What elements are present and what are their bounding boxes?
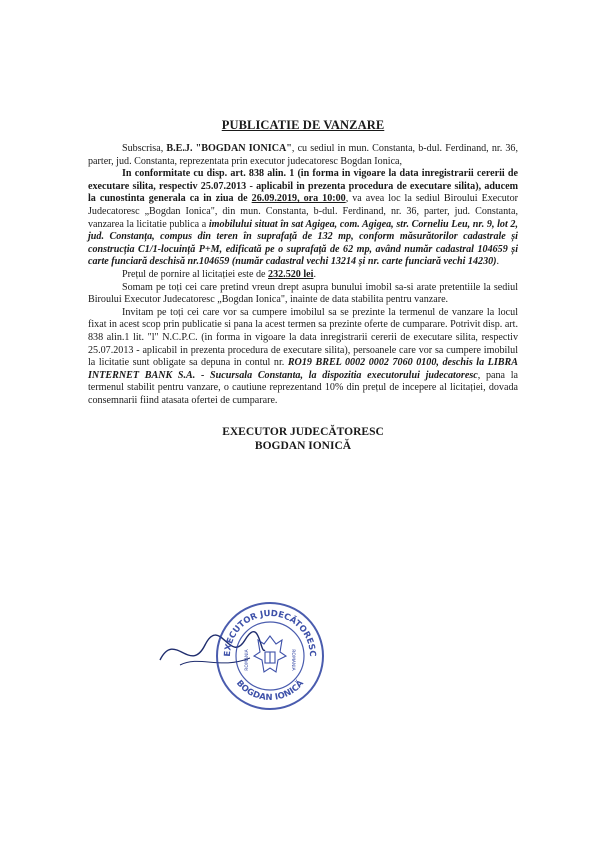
period: . bbox=[496, 256, 500, 268]
paragraph-starting-price bbox=[88, 269, 518, 282]
signature-title: EXECUTOR JUDECĂTORESC bbox=[222, 426, 384, 439]
legal-basis-text: In conformitate cu disp. art. 838 alin. 1 (in forma in vigoare la data inregistrarii cererii de executare silita, respectiv 25.07.2013 - aplicabil in prezenta procedura de executare silita), aducem la cunostinta generala ca in ziua de bbox=[88, 168, 518, 205]
signature-block bbox=[88, 425, 518, 453]
stamp-bottom-text: BOGDAN IONICĂ bbox=[233, 678, 307, 704]
bidders-text: Invitam pe toți cei care vor sa cumpere imobilul sa se prezinte la termenul de vanzare la locul fixat in acest scop prin publicatie si pana la acest termen sa prezinte oferte de cumparare. Potrivit disp. art. 838 alin.1 lit. "l" N.C.P.C. (in forma in vigoare la data inregistrarii cererii de executare silita, respectiv 25.07.2013 - aplicabil in prezenta procedura de executare silita), persoanele care vor sa cumpere imobilul la licitatie sunt obligate sa depuna in contul nr. bbox=[88, 306, 518, 369]
document-page bbox=[88, 118, 518, 453]
starting-price-label: Prețul de pornire al licitației este de bbox=[122, 268, 269, 280]
auction-location-text: , va avea loc la sediul Biroului Executor Judecatoresc „Bogdan Ionica", din mun. Constanta, b-dul. Ferdinand, nr. 36, parter, jud. Constanta, vanzarea la licitatie publica a bbox=[88, 193, 519, 230]
starting-price-value: 232.520 lei bbox=[268, 268, 314, 280]
signature-name: BOGDAN IONICĂ bbox=[254, 440, 352, 453]
stamp-left-text: ROMANIA bbox=[245, 649, 250, 671]
intro-text: Subscrisa, bbox=[122, 143, 167, 154]
official-stamp bbox=[214, 600, 326, 712]
paragraph-claims bbox=[88, 282, 518, 307]
coat-of-arms-icon bbox=[254, 636, 286, 672]
claims-text: Somam pe toți cei care pretind vreun drept asupra bunului imobil sa-si arate pretentiile la sediul Biroului Executor Judecatoresc „Bogdan Ionica", inainte de data stabilita pentru vanzare. bbox=[88, 281, 518, 306]
document-title: PUBLICATIE DE VANZARE bbox=[221, 118, 385, 132]
stamp-right-text: ROMANIA bbox=[290, 649, 295, 671]
bailiff-office-name: B.E.J. "BOGDAN IONICA" bbox=[166, 143, 292, 154]
intro-text-cont: , cu sediul in mun. Constanta, b-dul. Ferdinand, nr. 36, parter, jud. Constanta, reprezentata prin executor judecatoresc Bogdan Ionica, bbox=[88, 143, 519, 167]
stamp-top-text: EXECUTOR JUDECĂTORESC bbox=[222, 608, 318, 657]
auction-date: 26.09.2019, ora 10:00 bbox=[251, 193, 346, 205]
property-description: imobilului situat în sat Agigea, com. Agigea, str. Corneliu Leu, nr. 9, lot 2, jud. Constanța, compus din teren în suprafață de 132 mp, conform măsurătorilor cadastrale și construcția C1/1-locuință P+M, edificată pe o suprafață de 62 mp, având număr cadastral 104659 și carte funciară deschisă nr.104659 (număr cadastral vechi 13214 și nr. carte funciară vechi 14230) bbox=[88, 218, 519, 268]
paragraph-sale-notice bbox=[88, 168, 518, 269]
period: . bbox=[313, 268, 316, 280]
bidders-text-cont: , pana la termenul stabilit pentru vanzare, o cautiune reprezentand 10% din prețul de incepere al licitației, dovada consemnarii fiind atasata ofertei de cumparare. bbox=[88, 369, 518, 406]
paragraph-intro bbox=[88, 143, 518, 168]
bank-account: RO19 BREL 0002 0002 7060 0100, deschis la LIBRA INTERNET BANK S.A. - Sucursala Constanta, la dispozitia executorului judecatoresc bbox=[88, 357, 518, 381]
paragraph-bidders bbox=[88, 307, 518, 408]
